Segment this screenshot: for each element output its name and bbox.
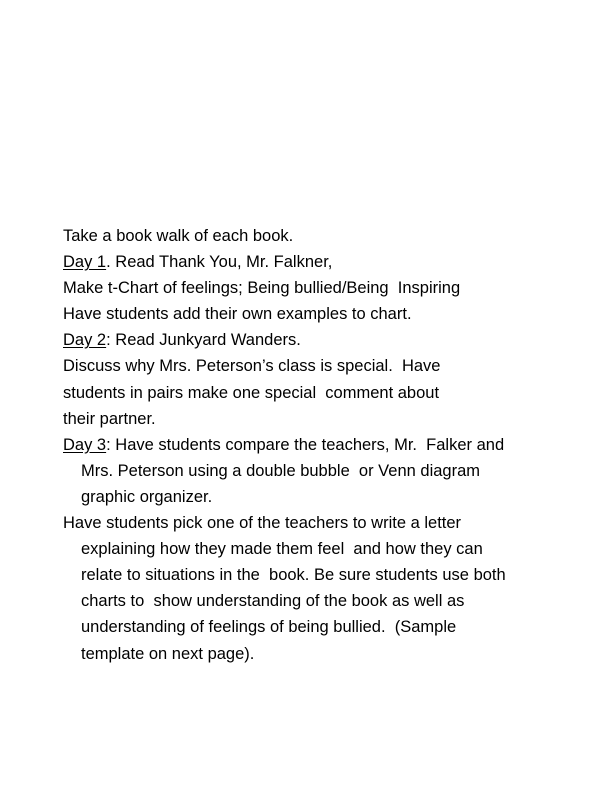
day2-label: Day 2	[63, 331, 107, 350]
letter-line-1: explaining how they made them feel and how they can	[81, 540, 483, 559]
letter-first-line: Have students pick one of the teachers to write a letter	[63, 514, 462, 533]
intro-line: Take a book walk of each book.	[63, 227, 294, 245]
day2-line-3: their partner.	[63, 409, 156, 428]
day1-label: Day 1	[63, 253, 107, 272]
day2-line-1: Discuss why Mrs. Peterson’s class is special. Have	[63, 357, 441, 376]
lesson-plan-text	[63, 223, 563, 667]
day1-line-1: Make t-Chart of feelings; Being bullied/Being Inspiring	[63, 279, 461, 298]
letter-line-2: relate to situations in the book. Be sure students use both	[81, 566, 506, 585]
day3-label: Day 3	[63, 435, 107, 454]
day2-text: : Read Junkyard Wanders.	[106, 331, 301, 350]
day2-heading-line	[63, 327, 563, 353]
letter-line-5: template on next page).	[81, 644, 255, 663]
day3-line-1: Mrs. Peterson using a double bubble or Venn diagram	[81, 461, 480, 480]
day1-text: . Read Thank You, Mr. Falkner,	[106, 253, 333, 272]
letter-line-4: understanding of feelings of being bullied. (Sample	[81, 618, 457, 637]
day1-line-2: Have students add their own examples to chart.	[63, 305, 412, 324]
day3-heading-line	[63, 432, 563, 458]
day2-line-2: students in pairs make one special comment about	[63, 383, 440, 402]
day1-heading-line	[63, 249, 563, 275]
day3-text: : Have students compare the teachers, Mr. Falker and	[106, 435, 505, 454]
day3-line-2: graphic organizer.	[81, 487, 213, 506]
letter-line-3: charts to show understanding of the book as well as	[81, 592, 465, 611]
